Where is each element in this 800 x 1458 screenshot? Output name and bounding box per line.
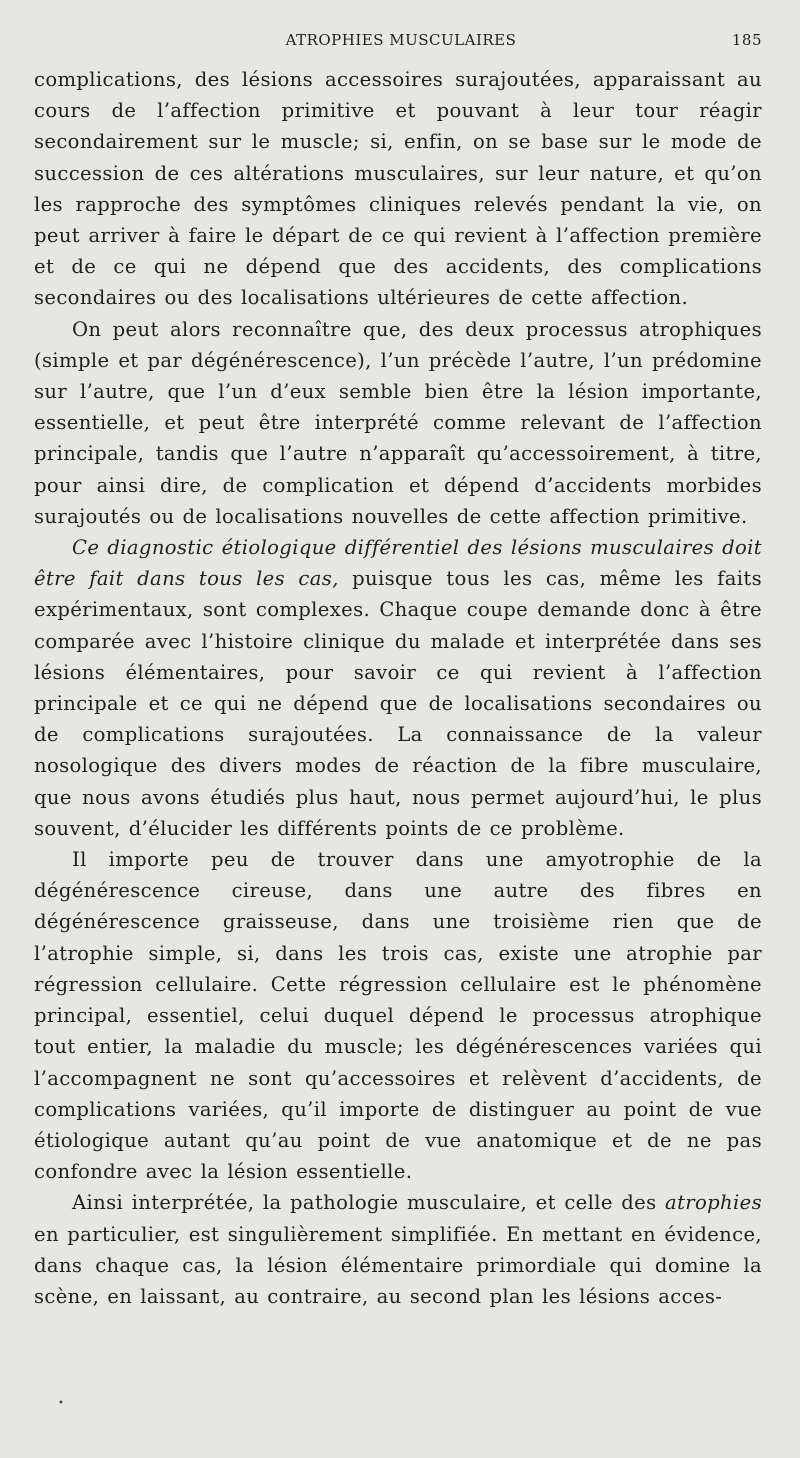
- paragraph: [34, 314, 762, 532]
- paragraph: [34, 64, 762, 314]
- paragraph-text: On peut alors reconnaître que, des deux processus atrophiques (simple et par dégénérescence), l’un précède l’autre, l’un prédomine sur l’autre, que l’un d’eux semble bien être la lésion importante, essentielle, et peut être interprété comme relevant de l’affection principale, tandis que l’autre n’apparaît qu’accessoirement, à titre, pour ainsi dire, de complication et dépend d’accidents morbides surajoutés ou de localisations nouvelles de cette affection primitive.: [34, 317, 762, 528]
- paragraph-text: en particulier, est singulièrement simplifiée. En mettant en évidence, dans chaque cas, la lésion élémentaire primordiale qui domine la scène, en laissant, au contraire, au second plan les lésions acces-: [34, 1222, 762, 1308]
- paragraph-text: Il importe peu de trouver dans une amyotrophie de la dégénérescence cireuse, dans une autre des fibres en dégénérescence graisseuse, dans une troisième rien que de l’atrophie simple, si, dans les trois cas, existe une atrophie par régression cellulaire. Cette régression cellulaire est le phénomène principal, essentiel, celui duquel dépend le processus atrophique tout entier, la maladie du muscle; les dégénérescences variées qui l’accompagnent ne sont qu’accessoires et relèvent d’accidents, de complications variées, qu’il importe de distinguer au point de vue étiologique autant qu’au point de vue anatomique et de ne pas confondre avec la lésion essentielle.: [34, 848, 762, 1184]
- italic-emphasis: atrophies: [665, 1191, 762, 1215]
- paragraph-text: complications, des lésions accessoires surajoutées, apparaissant au cours de l’affection primitive et pouvant à leur tour réagir secondairement sur le muscle; si, enfin, on se base sur le mode de succession de ces altérations musculaires, sur leur nature, et qu’on les rapproche des symptômes cliniques relevés pendant la vie, on peut arriver à faire le départ de ce qui revient à l’affection première et de ce qui ne dépend que des accidents, des complications secondaires ou des localisations ultérieures de cette affection.: [34, 68, 762, 310]
- running-title: ATROPHIES MUSCULAIRES: [285, 31, 517, 49]
- page-header: [40, 31, 762, 57]
- paragraph-text: puisque tous les cas, même les faits expérimentaux, sont complexes. Chaque coupe demande donc à être comparée avec l’histoire clinique du malade et interprétée dans ses lésions élémentaires, pour savoir ce qui revient à l’affection principale et ce qui ne dépend que de localisations secondaires ou de complications surajoutées. La connaissance de la valeur nosologique des divers modes de réaction de la fibre musculaire, que nous avons étudiés plus haut, nous permet aujourd’hui, le plus souvent, d’élucider les différents points de ce problème.: [34, 567, 763, 840]
- paragraph: [34, 532, 762, 844]
- body-text: [34, 64, 762, 1312]
- page-number: 185: [731, 31, 762, 49]
- paragraph-text-start: Ainsi interprétée, la pathologie musculaire, et celle des: [72, 1191, 666, 1215]
- italic-emphasis: Ce diagnostic étiologique différentiel des lésions musculaires doit être fait dans tous les cas,: [34, 536, 762, 591]
- paragraph: [34, 1187, 762, 1312]
- paragraph: [34, 844, 762, 1187]
- ink-speck: •: [58, 1398, 64, 1409]
